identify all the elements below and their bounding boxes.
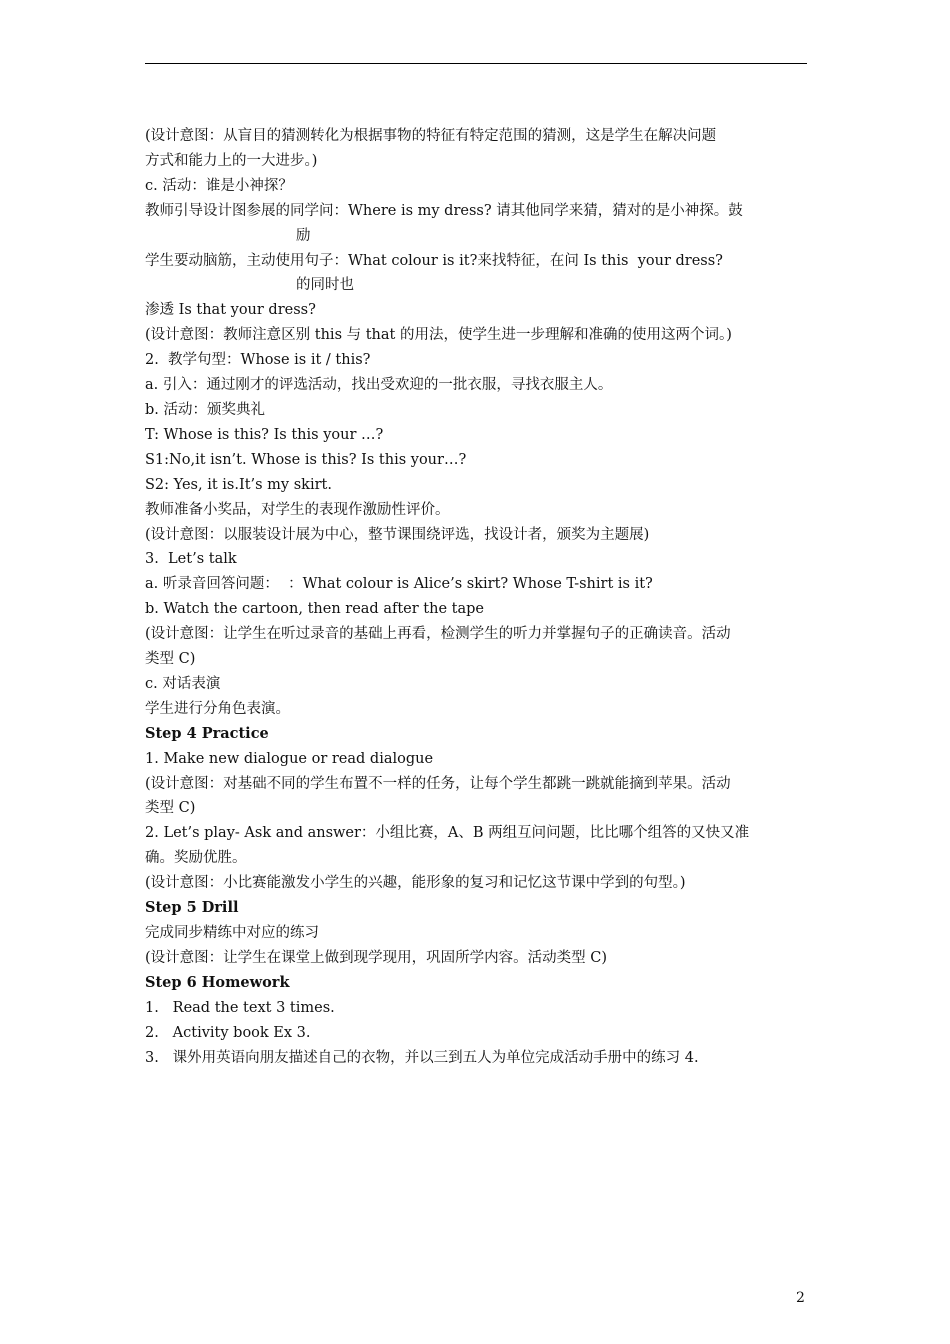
text-line: 1. Read the text 3 times.: [145, 999, 335, 1016]
text-line: 2. Activity book Ex 3.: [145, 1024, 311, 1041]
text-line: 完成同步精练中对应的练习: [145, 925, 319, 941]
text-line: 励: [296, 227, 311, 244]
section-heading: Step 6 Homework: [145, 973, 290, 991]
text-line: 教师引导设计图参展的同学问：Where is my dress? 请其他同学来猜，猜对的是小神探。鼓: [145, 202, 743, 219]
text-line: 的同时也: [296, 277, 354, 294]
text-line: 学生要动脑筋，主动使用句子：What colour is it?来找特征，在问 Is this your dress?: [145, 252, 723, 269]
section-heading: Step 5 Drill: [145, 899, 239, 917]
text-line: c. 对话表演: [145, 675, 221, 692]
text-line: (设计意图：让学生在课堂上做到现学现用，巩固所学内容。活动类型 C): [145, 949, 608, 966]
section-heading: Step 4 Practice: [145, 724, 269, 742]
text-line: (设计意图：以服装设计展为中心，整节课围绕评选，找设计者，颁奖为主题展): [145, 526, 650, 543]
text-line: 学生进行分角色表演。: [145, 700, 290, 717]
text-line: (设计意图：小比赛能激发小学生的兴趣，能形象的复习和记忆这节课中学到的句型。): [145, 875, 686, 892]
text-line: b. 活动：颁奖典礼: [145, 401, 265, 418]
text-line: 方式和能力上的一大进步。): [145, 152, 318, 169]
document-body: [145, 124, 809, 1070]
text-line: 类型 C): [145, 800, 196, 817]
text-line: (设计意图：让学生在听过录音的基础上再看，检测学生的听力并掌握句子的正确读音。活动: [145, 626, 731, 643]
text-line: S2: Yes, it is.It’s my skirt.: [145, 476, 332, 493]
text-line: S1:No,it isn’t. Whose is this? Is this your…?: [145, 451, 467, 468]
text-line: 确。奖励优胜。: [145, 850, 247, 867]
text-line: b. Watch the cartoon, then read after the tape: [145, 601, 484, 618]
text-line: 教师准备小奖品，对学生的表现作激励性评价。: [145, 501, 450, 518]
text-line: 2. 教学句型：Whose is it / this?: [145, 352, 371, 369]
text-line: (设计意图：从盲目的猜测转化为根据事物的特征有特定范围的猜测，这是学生在解决问题: [145, 128, 717, 144]
text-line: 渗透 Is that your dress?: [145, 302, 316, 319]
text-line: a. 听录音回答问题： ：What colour is Alice’s skirt? Whose T-shirt is it?: [145, 576, 653, 593]
text-line: 3. 课外用英语向朋友描述自己的衣物，并以三到五人为单位完成活动手册中的练习 4.: [145, 1049, 699, 1066]
text-line: a. 引入：通过刚才的评选活动，找出受欢迎的一批衣服，寻找衣服主人。: [145, 377, 613, 394]
text-line: c. 活动：谁是小神探？: [145, 177, 293, 194]
text-line: 类型 C): [145, 651, 196, 668]
page-number: 2: [796, 1290, 805, 1306]
text-line: 1. Make new dialogue or read dialogue: [145, 750, 434, 767]
text-line: 2. Let’s play- Ask and answer：小组比赛，A、B 两组互问问题，比比哪个组答的又快又准: [145, 825, 750, 842]
text-line: (设计意图：教师注意区别 this 与 that 的用法，使学生进一步理解和准确的使用这两个词。): [145, 327, 732, 344]
text-line: 3. Let’s talk: [145, 551, 237, 568]
header-rule: [145, 63, 807, 64]
text-line: T: Whose is this? Is this your …?: [145, 426, 384, 443]
text-line: (设计意图：对基础不同的学生布置不一样的任务，让每个学生都跳一跳就能摘到苹果。活动: [145, 775, 731, 792]
